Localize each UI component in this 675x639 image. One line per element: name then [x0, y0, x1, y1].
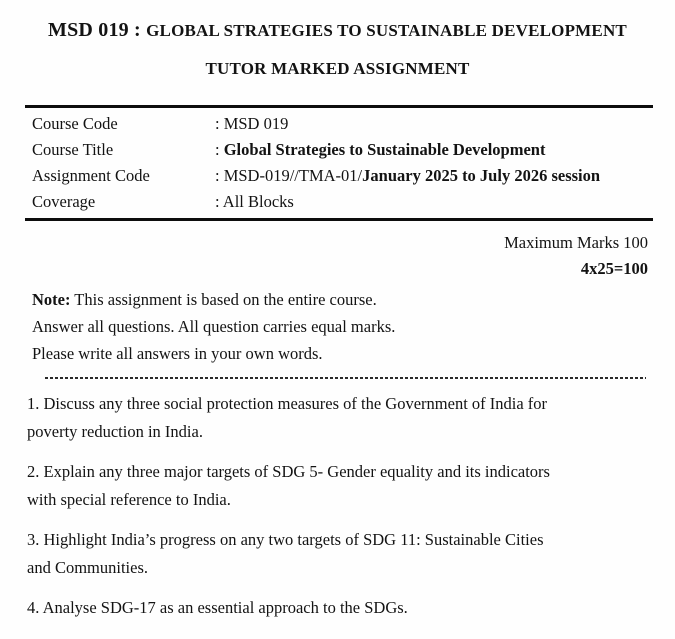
question-line: 2. Explain any three major targets of SDG 5- Gender equality and its indicators [27, 462, 550, 481]
note-line [32, 286, 675, 313]
separator-dashed-line [45, 377, 646, 379]
question-3 [27, 526, 675, 581]
question-line: and Communities. [27, 557, 148, 577]
document-title [0, 13, 675, 44]
question-line: 1. Discuss any three social protection measures of the Government of India for [27, 394, 548, 413]
table-row [25, 163, 653, 189]
question-line: 4. Analyse SDG-17 as an essential approach to the SDGs. [27, 598, 408, 617]
coverage-value [215, 189, 294, 215]
table-row [25, 111, 653, 137]
assignment-code-label: Assignment Code [32, 166, 150, 185]
course-title-text: GLOBAL STRATEGIES TO SUSTAINABLE DEVELOPMENT [146, 21, 627, 40]
question-2 [27, 458, 675, 513]
course-info-table [25, 105, 653, 221]
value-bold-text: January 2025 to July 2026 session [362, 166, 601, 185]
question-line: poverty reduction in India. [27, 421, 203, 441]
value-text: : MSD 019 [215, 114, 289, 133]
value-bold-text: Global Strategies to Sustainable Development [223, 140, 546, 159]
value-text: : All Blocks [215, 192, 294, 211]
course-title-value [215, 137, 545, 163]
question-line: 3. Highlight India’s progress on any two targets of SDG 11: Sustainable Cities [27, 530, 544, 549]
note-line: Answer all questions. All question carries equal marks. [32, 317, 396, 336]
table-row [25, 137, 653, 163]
maximum-marks-text: Maximum Marks 100 [504, 233, 648, 252]
course-code-title-prefix: MSD 019 : [48, 19, 147, 41]
question-4 [27, 594, 675, 622]
document-subtitle: TUTOR MARKED ASSIGNMENT [205, 59, 470, 78]
question-1 [27, 390, 675, 445]
value-text: : [215, 140, 224, 159]
course-code-label: Course Code [32, 114, 118, 133]
questions-list [27, 390, 675, 622]
note-label: Note: [32, 290, 71, 309]
marks-block [0, 230, 648, 282]
value-text: : MSD-019//TMA-01/ [215, 166, 363, 185]
note-text: This assignment is based on the entire course. [70, 290, 377, 309]
note-block [32, 286, 675, 367]
note-line: Please write all answers in your own words. [32, 344, 323, 363]
question-line: with special reference to India. [27, 489, 231, 509]
table-row [25, 189, 653, 215]
document-header [0, 13, 675, 79]
coverage-label: Coverage [32, 192, 96, 211]
course-code-value [215, 111, 288, 137]
marks-breakdown-text: 4x25=100 [580, 259, 648, 278]
assignment-code-value [215, 163, 600, 189]
course-title-label: Course Title [32, 140, 114, 159]
